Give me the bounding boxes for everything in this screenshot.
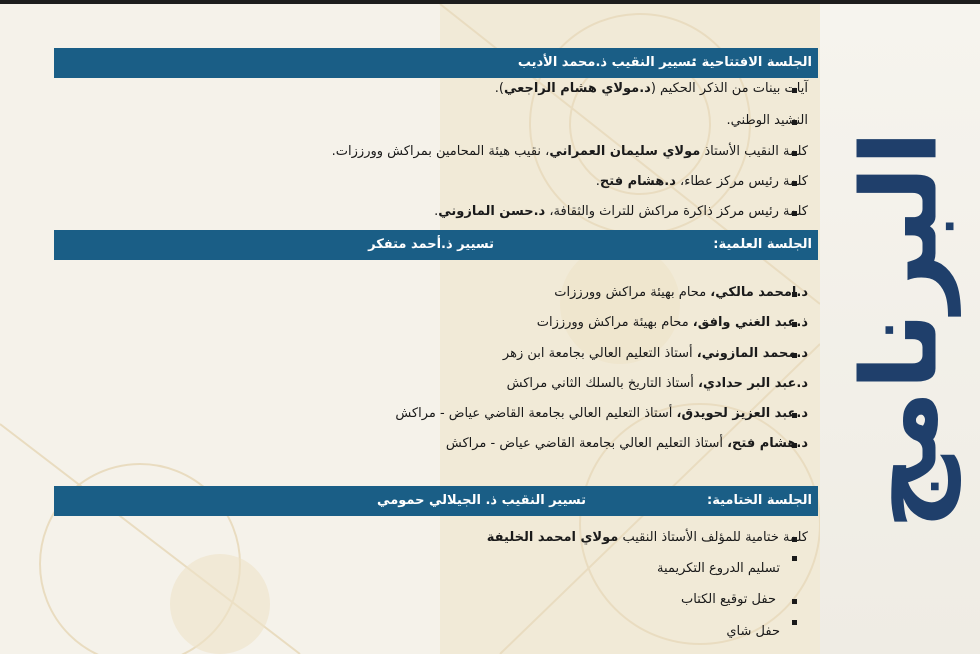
bullet-icon (792, 556, 797, 561)
speaker-4: د.عبد البر حدادي، أستاذ التاريخ بالسلك الثاني مراكش (506, 376, 808, 391)
closing-session-chair: تسيير النقيب ذ. الجيلالي حمومي (377, 493, 586, 508)
speaker-3: د.محمد المازوني، أستاذ التعليم العالي بجامعة ابن زهر (502, 346, 808, 361)
opening-item-1: آيات بينات من الذكر الحكيم (د.مولاي هشام الراجعي). (494, 81, 808, 96)
opening-item-2: النشيد الوطني. (726, 113, 808, 128)
speaker-5: د.عبد العزيز لحويدق، أستاذ التعليم العالي بجامعة القاضي عياض - مراكش (395, 406, 808, 421)
program-title-text: البرنامج (839, 130, 962, 530)
closing-session-bar (54, 486, 818, 516)
closing-item-1: كلمة ختامية للمؤلف الأستاذ النقيب مولاي امحمد الخليفة (486, 530, 808, 545)
scientific-session-title: الجلسة العلمية: (713, 237, 812, 252)
scientific-session-chair: تسيير ذ.أحمد متفكر (368, 237, 494, 252)
opening-item-5: كلمة رئيس مركز ذاكرة مراكش للتراث والثقافة، د.حسن المازوني. (434, 204, 808, 219)
closing-session-title: الجلسة الختامية: (707, 493, 812, 508)
closing-item-3: حفل توقيع الكتاب (681, 592, 776, 607)
bullet-icon (792, 620, 797, 625)
opening-item-4: كلمة رئيس مركز عطاء، د.هشام فتح. (595, 174, 808, 189)
speaker-6: د.هشام فتح، أستاذ التعليم العالي بجامعة القاضي عياض - مراكش (445, 436, 808, 451)
opening-item-3: كلمة النقيب الأستاذ مولاي سليمان العمراني، نقيب هيئة المحامين بمراكش وورززات. (331, 144, 808, 159)
closing-item-2: تسليم الدروع التكريمية (657, 561, 780, 576)
bullet-icon (792, 599, 797, 604)
speaker-2: ذ.عبد الغني وافق، محام بهيئة مراكش وورززات (536, 315, 808, 330)
speaker-1: د.امحمد مالكي، محام بهيئة مراكش وورززات (554, 285, 808, 300)
closing-item-4: حفل شاي (726, 624, 780, 639)
opening-session-bar (54, 48, 818, 78)
opening-session-chair: تسيير النقيب ذ.محمد الأديب (517, 55, 696, 70)
opening-session-title: الجلسة الافتتاحية : (691, 55, 812, 70)
scientific-session-bar (54, 230, 818, 260)
program-title (830, 80, 970, 580)
